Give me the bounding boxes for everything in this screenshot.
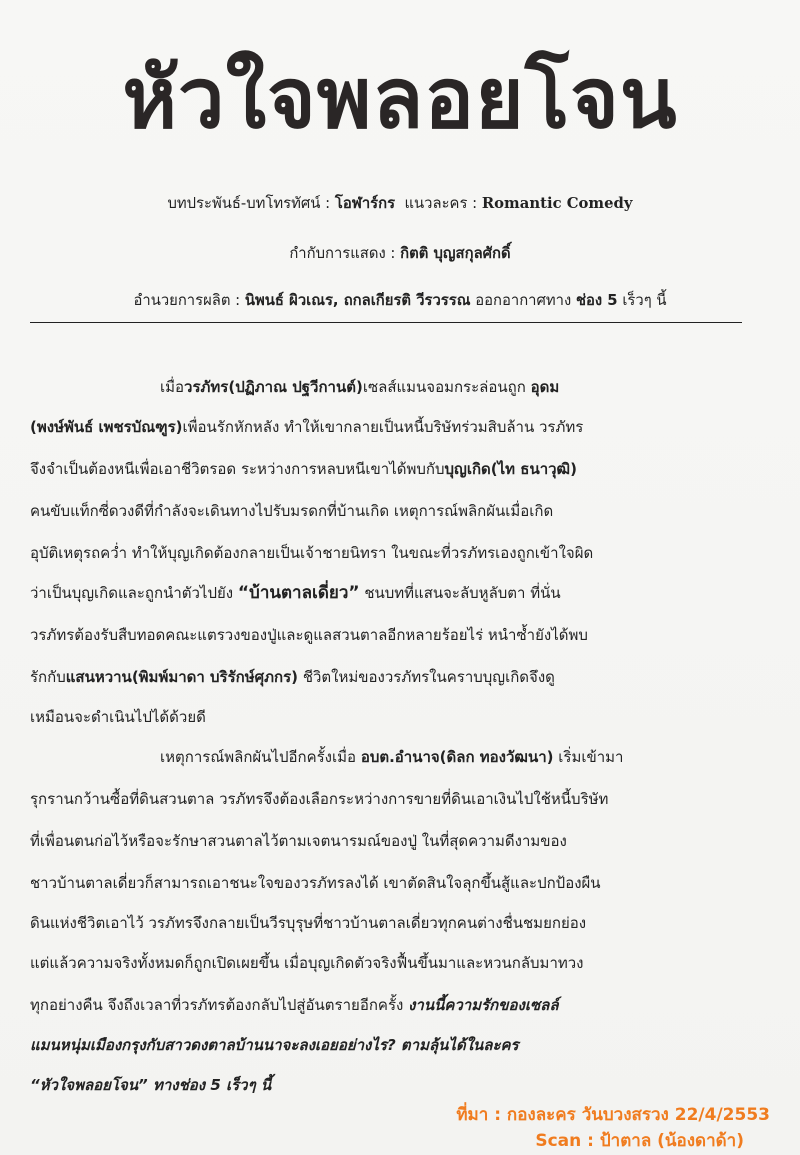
synopsis-line-6: ว่าเป็นบุญเกิดและถูกนำตัวไปยัง “บ้านตาลเดี่ยว” ชนบทที่แสนจะลับหูลับตา ที่นั่น xyxy=(30,583,561,603)
broadcast-label: ออกอากาศทาง xyxy=(475,291,572,309)
synopsis-line-2: (พงษ์พันธ์ เพชรบัณฑูร)เพื่อนรักหักหลัง ทำให้เขากลายเป็นหนี้บริษัทร่วมสิบล้าน วรภัทร xyxy=(30,418,584,436)
synopsis-line-18: “หัวใจพลอยโจน” ทางช่อง 5 เร็วๆ นี้ xyxy=(30,1076,272,1094)
synopsis-line-3: จึงจำเป็นต้องหนีเพื่อเอาชีวิตรอด ระหว่างการหลบหนีเขาได้พบกับบุญเกิด(ไท ธนาวุฒิ) xyxy=(30,460,577,478)
producer-names: นิพนธ์ ผิวเณร, ถกลเกียรติ วีรวรรณ xyxy=(244,291,471,309)
synopsis-line-13: ชาวบ้านตาลเดี่ยวก็สามารถเอาชนะใจของวรภัทรลงได้ เขาตัดสินใจลุกขึ้นสู้และปกป้องผืน xyxy=(30,874,601,892)
synopsis-line-8: รักกับแสนหวาน(พิมพ์มาดา บริรักษ์ศุภกร) ชีวิตใหม่ของวรภัทรในคราบบุญเกิดจึงดู xyxy=(30,668,555,686)
channel-name: ช่อง 5 xyxy=(575,291,618,309)
synopsis-line-7: วรภัทรต้องรับสืบทอดคณะแตรวงของปู่และดูแลสวนตาลอีกหลายร้อยไร่ หนำซ้ำยังได้พบ xyxy=(30,626,588,644)
credit-producer xyxy=(5,289,795,311)
header-divider xyxy=(30,322,742,323)
soon-label: เร็วๆ นี้ xyxy=(622,291,667,309)
genre-label: แนวละคร : xyxy=(404,194,482,212)
synopsis-line-16: ทุกอย่างคืน จึงถึงเวลาที่วรภัทรต้องกลับไปสู่อันตรายอีกครั้ง งานนี้ความรักของเซลล์ xyxy=(30,996,559,1014)
scan-credit: Scan : ป้าตาล (น้องดาด้า) xyxy=(535,1131,744,1151)
synopsis-line-11: รุกรานกว้านซื้อที่ดินสวนตาล วรภัทรจึงต้องเลือกระหว่างการขายที่ดินเอาเงินไปใช้หนี้บริษัท xyxy=(30,790,609,808)
synopsis-line-9: เหมือนจะดำเนินไปได้ด้วยดี xyxy=(30,708,206,726)
genre-value: Romantic Comedy xyxy=(481,194,633,212)
producer-label: อำนวยการผลิต : xyxy=(133,291,245,309)
credit-writer-genre xyxy=(5,192,795,214)
director-name: กิตติ บุญสกุลศักดิ์ xyxy=(400,244,511,262)
synopsis-line-4: คนขับแท็กซี่ดวงดีที่กำลังจะเดินทางไปรับมรดกที่บ้านเกิด เหตุการณ์พลิกผันเมื่อเกิด xyxy=(30,502,554,520)
writer-label: บทประพันธ์-บทโทรทัศน์ : xyxy=(167,194,335,212)
synopsis-line-17: แมนหนุ่มเมืองกรุงกับสาวดงตาลบ้านนาจะลงเอยอย่างไร? ตามลุ้นได้ในละคร xyxy=(30,1036,519,1054)
synopsis-line-15: แต่แล้วความจริงทั้งหมดก็ถูกเปิดเผยขึ้น เมื่อบุญเกิดตัวจริงฟื้นขึ้นมาและหวนกลับมาทวง xyxy=(30,954,584,972)
synopsis-line-14: ดินแห่งชีวิตเอาไว้ วรภัทรจึงกลายเป็นวีรบุรุษที่ชาวบ้านตาลเดี่ยวทุกคนต่างชื่นชมยกย่อง xyxy=(30,914,587,932)
synopsis-line-12: ที่เพื่อนตนก่อไว้หรือจะรักษาสวนตาลไว้ตามเจตนารมณ์ของปู่ ในที่สุดความดีงามของ xyxy=(30,832,567,850)
synopsis-line-1: เมื่อวรภัทร(ปฏิภาณ ปฐวีกานต์)เซลส์แมนจอมกระล่อนถูก อุดม xyxy=(160,378,560,396)
synopsis-line-5: อุบัติเหตุรถคว่ำ ทำให้บุญเกิดต้องกลายเป็นเจ้าชายนิทรา ในขณะที่วรภัทรเองถูกเข้าใจผิด xyxy=(30,544,594,562)
drama-title: หัวใจพลอยโจน xyxy=(122,49,678,147)
director-label: กำกับการแสดง : xyxy=(289,244,401,262)
credit-director xyxy=(5,242,795,264)
writer-name: โอฬาร์กร xyxy=(334,194,396,212)
synopsis-line-10: เหตุการณ์พลิกผันไปอีกครั้งเมื่อ อบต.อำนาจ(ดิลก ทองวัฒนา) เริ่มเข้ามา xyxy=(160,748,624,766)
source-credit: ที่มา : กองละคร วันบวงสรวง 22/4/2553 xyxy=(456,1105,770,1125)
